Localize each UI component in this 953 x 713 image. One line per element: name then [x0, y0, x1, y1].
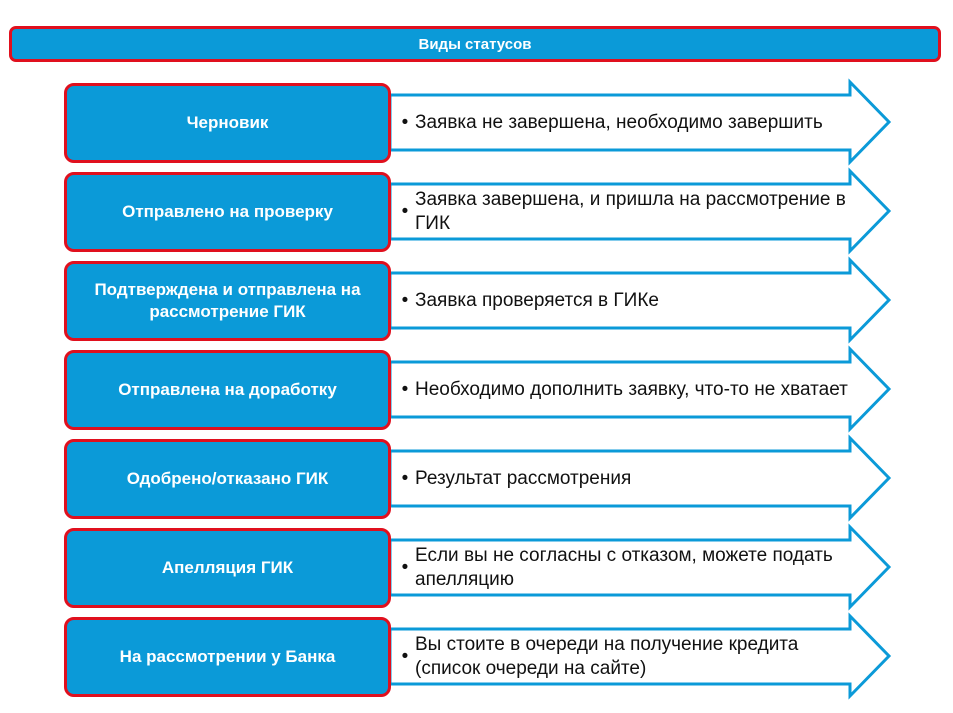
- status-desc-bank-review: [395, 617, 850, 697]
- status-box-approved-rejected: Одобрено/отказано ГИК: [64, 439, 391, 519]
- status-box-appeal: Апелляция ГИК: [64, 528, 391, 608]
- status-desc-text: Необходимо дополнить заявку, что-то не хватает: [415, 379, 848, 400]
- status-desc-draft: [395, 83, 850, 163]
- status-box-returned-for-revision: Отправлена на доработку: [64, 350, 391, 430]
- status-desc-text: Вы стоите в очереди на получение кредита (список очереди на сайте): [415, 634, 799, 679]
- status-desc-returned-for-revision: [395, 350, 850, 430]
- bullet-icon: •: [401, 646, 409, 667]
- bullet-icon: •: [401, 201, 409, 222]
- status-desc-text: Заявка не завершена, необходимо завершить: [415, 112, 823, 133]
- status-desc-approved-rejected: [395, 439, 850, 519]
- page-title: Виды статусов: [9, 26, 941, 62]
- status-box-bank-review: На рассмотрении у Банка: [64, 617, 391, 697]
- bullet-icon: •: [401, 290, 409, 311]
- bullet-icon: •: [401, 557, 409, 578]
- status-box-confirmed-sent-gik: Подтверждена и отправлена на рассмотрение ГИК: [64, 261, 391, 341]
- status-box-draft: Черновик: [64, 83, 391, 163]
- bullet-icon: •: [401, 379, 409, 400]
- status-desc-text: Заявка проверяется в ГИКе: [415, 290, 659, 311]
- status-desc-appeal: [395, 528, 850, 608]
- status-desc-text: Заявка завершена, и пришла на рассмотрение в ГИК: [415, 189, 846, 234]
- status-desc-confirmed-sent-gik: [395, 261, 850, 341]
- status-box-sent-for-review: Отправлено на проверку: [64, 172, 391, 252]
- bullet-icon: •: [401, 468, 409, 489]
- status-desc-sent-for-review: [395, 172, 850, 252]
- status-desc-text: Результат рассмотрения: [415, 468, 632, 489]
- status-desc-text: Если вы не согласны с отказом, можете подать апелляцию: [415, 545, 833, 590]
- bullet-icon: •: [401, 112, 409, 133]
